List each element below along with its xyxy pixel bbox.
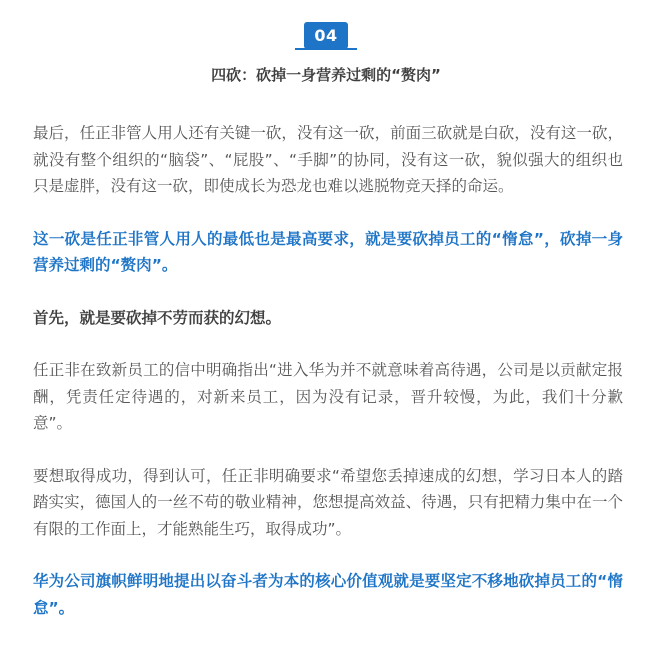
paragraph-highlight-requirement: 这一砍是任正非管人用人的最低也是最高要求，就是要砍掉员工的“惰怠”，砍掉一身营养过剩的“赘肉”。 [33,229,623,274]
section-number-badge: 04 [304,22,348,49]
section-title: 四砍：砍掉一身营养过剩的“赘肉” [211,66,441,84]
article-body [33,120,623,647]
paragraph-first-point: 首先，就是要砍掉不劳而获的幻想。 [33,308,282,327]
paragraph-success-quote: 要想取得成功，得到认可，任正非明确要求“希望您丢掉速成的幻想，学习日本人的踏踏实实，德国人的一丝不苟的敬业精神，您想提高效益、待遇，只有把精力集中在一个有限的工作面上，才能熟能生巧，取得成功”。 [33,466,623,538]
paragraph-highlight-values: 华为公司旗帜鲜明地提出以奋斗者为本的核心价值观就是要坚定不移地砍掉员工的“惰怠”。 [33,572,623,617]
paragraph-letter-quote: 任正非在致新员工的信中明确指出“进入华为并不就意味着高待遇，公司是以贡献定报酬，凭责任定待遇的，对新来员工，因为没有记录，晋升较慢，为此，我们十分歉意”。 [33,361,623,432]
paragraph-intro: 最后，任正非管人用人还有关键一砍，没有这一砍，前面三砍就是白砍，没有这一砍，就没有整个组织的“脑袋”、“屁股”、“手脚”的协同，没有这一砍，貌似强大的组织也只是虚胖，没有这一砍，即使成长为恐龙也难以逃脱物竞天择的命运。 [33,124,623,195]
section-badge-container [0,22,652,49]
